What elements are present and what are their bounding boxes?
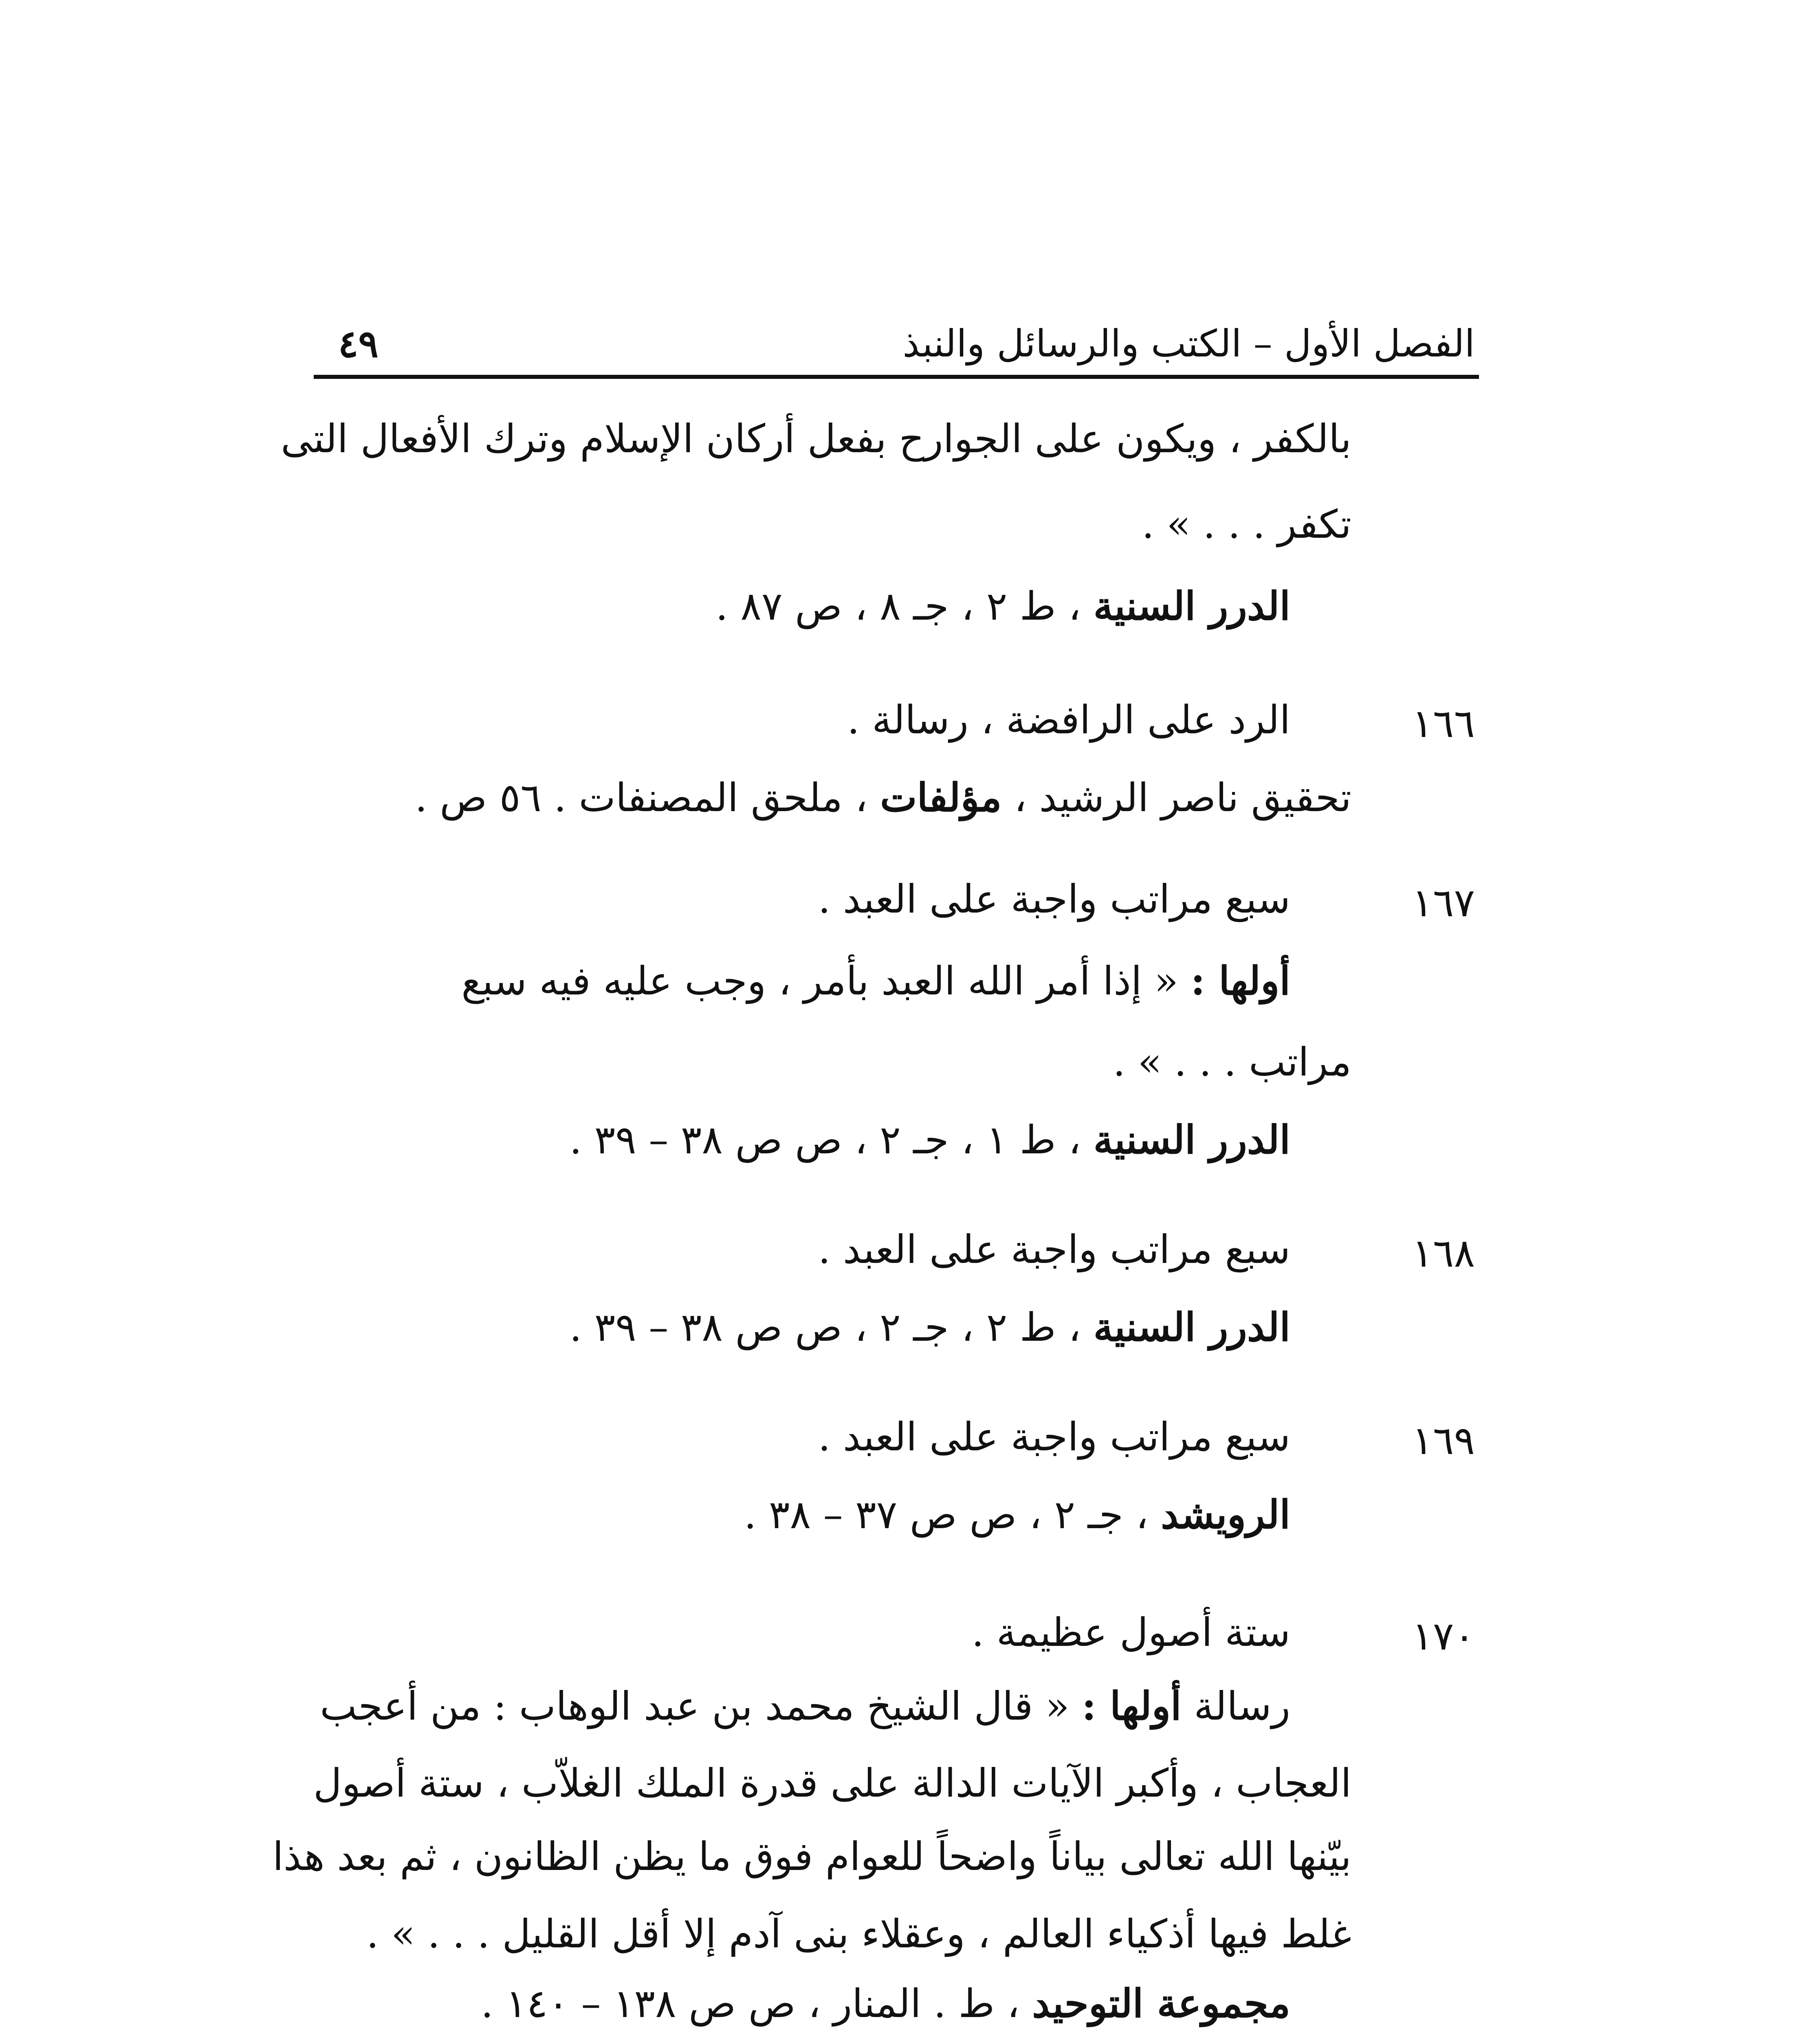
reference-details: ، ط ١ ، جـ ٢ ، ص ص ٣٨ – ٣٩ .	[569, 1117, 1081, 1163]
entry-quote-170-line-3: بيّنها الله تعالى بياناً واضحاً للعوام فوق ما يظن الظانون ، ثم بعد هذا	[273, 1834, 1351, 1879]
reference-source: مؤلفات	[880, 774, 1002, 821]
reference-details: ، جـ ٢ ، ص ص ٣٧ – ٣٨ .	[744, 1492, 1149, 1538]
entry-quote-170-line-4: غلط فيها أذكياء العالم ، وعقلاء بنى آدم إلا أقل القليل . . . » .	[366, 1911, 1351, 1957]
entry-reference-168	[570, 1304, 1290, 1351]
reference-source: مجموعة التوحيد	[1032, 1980, 1290, 2026]
quote-text: « إذا أمر الله العبد بأمر ، وجب عليه فيه سبع	[461, 958, 1178, 1004]
quote-text: « قال الشيخ محمد بن عبد الوهاب : من أعجب	[320, 1683, 1070, 1729]
entry-number-167: ١٦٧	[1412, 880, 1475, 926]
entry-number-168: ١٦٨	[1412, 1230, 1475, 1276]
quote-label: أولها :	[1191, 958, 1290, 1004]
chapter-title: الفصل الأول – الكتب والرسائل والنبذ	[902, 322, 1475, 365]
entry-title-167: سبع مراتب واجبة على العبد .	[818, 876, 1290, 922]
continuation-line-1: بالكفر ، ويكون على الجوارح بفعل أركان الإسلام وترك الأفعال التى	[281, 416, 1351, 462]
reference-source: الدرر السنية	[1093, 1304, 1290, 1350]
reference-details: ، ط ٢ ، جـ ٨ ، ص ٨٧ .	[715, 583, 1081, 629]
entry-title-169: سبع مراتب واجبة على العبد .	[818, 1414, 1290, 1460]
reference-source: الرويشد	[1161, 1491, 1290, 1538]
entry-number-170: ١٧٠	[1412, 1613, 1475, 1659]
reference-prefix: تحقيق ناصر الرشيد ،	[1014, 775, 1351, 821]
quote-prefix: رسالة	[1194, 1683, 1290, 1729]
reference-source: الدرر السنية	[1093, 583, 1290, 629]
entry-number-169: ١٦٩	[1412, 1418, 1475, 1463]
entry-reference-169	[744, 1491, 1290, 1538]
entry-quote-167-line-1	[461, 957, 1290, 1005]
continuation-line-2: تكفر . . . » .	[1142, 502, 1351, 547]
entry-title-166: الرد على الرافضة ، رسالة .	[847, 697, 1290, 743]
entry-quote-167-line-2: مراتب . . . » .	[1113, 1039, 1351, 1085]
running-header	[314, 318, 1479, 379]
entry-reference-170	[481, 1980, 1290, 2027]
reference-details: ، ط ٢ ، جـ ٢ ، ص ص ٣٨ – ٣٩ .	[569, 1304, 1081, 1350]
entry-title-170: ستة أصول عظيمة .	[971, 1610, 1290, 1655]
entry-number-166: ١٦٦	[1412, 701, 1475, 746]
entry-title-168: سبع مراتب واجبة على العبد .	[818, 1227, 1290, 1272]
page-number: ٤٩	[338, 322, 379, 366]
reference-details: ، ملحق المصنفات . ٥٦ ص .	[415, 775, 868, 821]
entry-quote-170-line-2: العجاب ، وأكبر الآيات الدالة على قدرة الملك الغلاّب ، ستة أصول	[313, 1760, 1351, 1806]
entry-reference-166	[415, 774, 1351, 821]
quote-label: أولها :	[1082, 1683, 1182, 1729]
entry-quote-170-line-1	[320, 1683, 1290, 1730]
reference-source: الدرر السنية	[1093, 1117, 1290, 1163]
entry-reference-167	[570, 1116, 1290, 1164]
reference-details: ، ط . المنار ، ص ص ١٣٨ – ١٤٠ .	[481, 1981, 1020, 2026]
continuation-reference	[715, 583, 1290, 630]
